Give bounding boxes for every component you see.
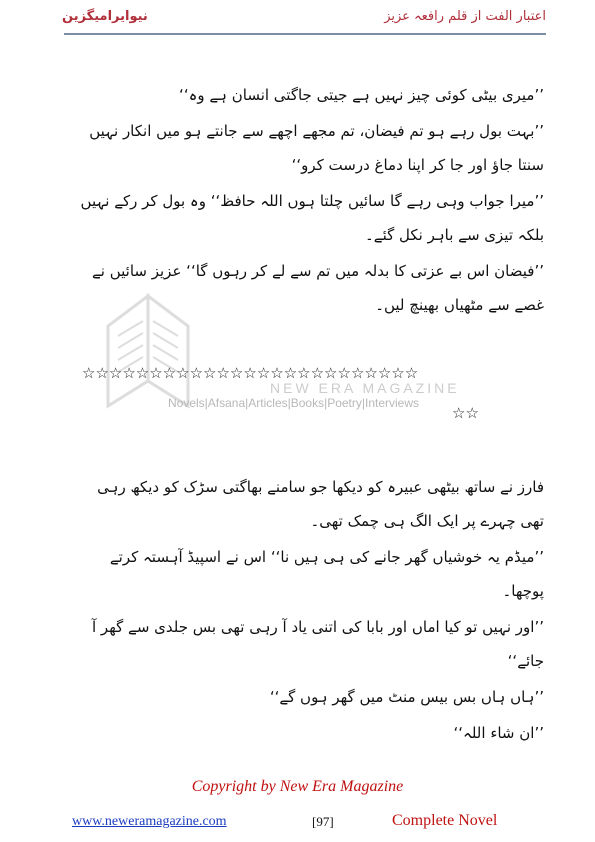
- complete-novel-label: Complete Novel: [392, 812, 498, 829]
- copyright-notice: Copyright by New Era Magazine: [191, 778, 404, 795]
- paragraph: ’’اور نہیں تو کیا اماں اور بابا کی اتنی یاد آ رہی تھی بس جلدی سے گھر آ جائے‘‘: [92, 618, 544, 670]
- text-block-bottom: [74, 470, 544, 752]
- paragraph: ’’میری بیٹی کوئی چیز نہیں ہے جیتی جاگتی انسان ہے وہ‘‘: [179, 86, 544, 104]
- paragraph: ’’ہاں ہاں بس بیس منٹ میں گھر ہوں گے‘‘: [269, 688, 544, 706]
- paragraph: ’’میرا جواب وہی رہے گا سائیں چلتا ہوں اللہ حافظ‘‘ وہ بول کر رکے نہیں بلکہ تیزی سے باہر نکل گئے۔: [80, 192, 544, 244]
- paragraph: ’’ان شاء اللہ‘‘: [453, 724, 544, 742]
- watermark-brand: NEW ERA MAGAZINE: [270, 380, 460, 396]
- paragraph: ’’میڈم یہ خوشیاں گھر جانے کی ہی ہیں نا‘‘ اس نے اسپیڈ آہستہ کرتے پوچھا۔: [109, 548, 544, 600]
- paragraph: ’’بہت بول رہے ہو تم فیضان، تم مجھے اچھے سے جانتے ہو میں انکار نہیں سنتا جاؤ اور جا کر اپنا دماغ درست کرو‘‘: [89, 122, 544, 174]
- paragraph: ’’فیضان اس بے عزتی کا بدلہ میں تم سے لے کر رہوں گا‘‘ عزیز سائیں نے غصے سے مٹھیاں بھینچ لیں۔: [91, 262, 544, 314]
- star-separator-short: ☆☆: [452, 404, 479, 422]
- text-block-top: [74, 78, 544, 324]
- star-separator: ☆☆☆☆☆☆☆☆☆☆☆☆☆☆☆☆☆☆☆☆☆☆☆☆☆: [82, 364, 419, 382]
- page-number: [97]: [312, 814, 334, 829]
- paragraph: فارز نے ساتھ بیٹھی عبیرہ کو دیکھا جو سامنے بھاگتی سڑک کو دیکھ رہی تھی چہرے پر ایک الگ ہی چمک تھی۔: [97, 478, 544, 530]
- website-link[interactable]: www.neweramagazine.com: [72, 814, 227, 829]
- watermark-categories: Novels|Afsana|Articles|Books|Poetry|Interviews: [168, 396, 420, 410]
- story-title: اعتبار الفت از قلم رافعہ عزیز: [384, 9, 546, 24]
- header-divider: [64, 33, 546, 35]
- magazine-name: نیوایرامیگزین: [62, 9, 148, 24]
